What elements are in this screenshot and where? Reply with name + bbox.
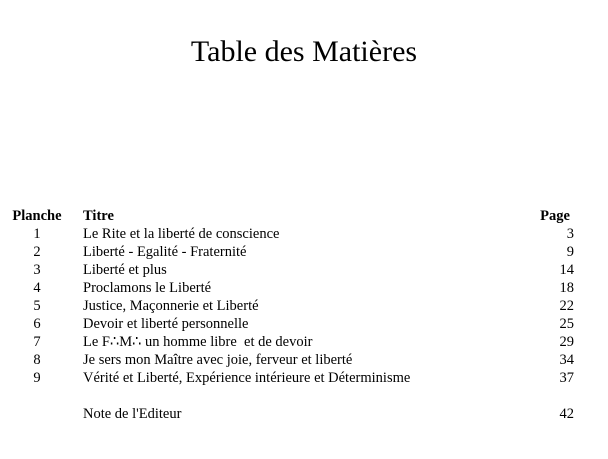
toc-row-title: Justice, Maçonnerie et Liberté xyxy=(83,298,259,314)
toc-row xyxy=(0,333,608,351)
toc-row xyxy=(0,261,608,279)
table-of-contents xyxy=(0,207,608,423)
toc-row-title: Le F∴M∴ un homme libre et de devoir xyxy=(83,334,313,350)
toc-row-title: Le Rite et la liberté de conscience xyxy=(83,226,280,242)
toc-row-page: 34 xyxy=(559,352,574,368)
toc-row-number: 9 xyxy=(33,370,41,386)
toc-row-title: Proclamons le Liberté xyxy=(83,280,212,296)
toc-row-number: 4 xyxy=(33,280,41,296)
toc-spacer xyxy=(0,387,608,405)
toc-row-number: 2 xyxy=(33,244,41,260)
document-title: Table des Matières xyxy=(190,35,418,68)
toc-row-title: Liberté et plus xyxy=(83,262,167,278)
toc-row-page: 37 xyxy=(559,370,574,386)
toc-row xyxy=(0,279,608,297)
toc-note-row xyxy=(0,405,608,423)
toc-row-title: Devoir et liberté personnelle xyxy=(83,316,249,332)
toc-row-page: 25 xyxy=(559,316,574,332)
toc-row xyxy=(0,315,608,333)
toc-row-page: 14 xyxy=(559,262,574,278)
toc-row-title: Vérité et Liberté, Expérience intérieure et Déterminisme xyxy=(83,370,411,386)
toc-row xyxy=(0,351,608,369)
toc-row xyxy=(0,369,608,387)
toc-row-number: 7 xyxy=(33,334,41,350)
header-titre: Titre xyxy=(83,208,114,224)
toc-row xyxy=(0,297,608,315)
toc-row-number: 3 xyxy=(33,262,41,278)
toc-row-title: Je sers mon Maître avec joie, ferveur et liberté xyxy=(83,352,353,368)
toc-row xyxy=(0,243,608,261)
toc-note-title: Note de l'Editeur xyxy=(83,406,182,422)
header-page: Page xyxy=(540,208,570,224)
toc-row-number: 5 xyxy=(33,298,41,314)
toc-row-page: 3 xyxy=(566,226,574,242)
toc-row-number: 8 xyxy=(33,352,41,368)
header-planche: Planche xyxy=(12,208,62,224)
toc-note-page: 42 xyxy=(559,406,574,422)
toc-header-row xyxy=(0,207,608,225)
toc-row-page: 9 xyxy=(566,244,574,260)
toc-row-title: Liberté - Egalité - Fraternité xyxy=(83,244,247,260)
toc-row-number: 1 xyxy=(33,226,41,242)
toc-row xyxy=(0,225,608,243)
toc-row-page: 29 xyxy=(559,334,574,350)
toc-row-page: 22 xyxy=(559,298,574,314)
toc-row-page: 18 xyxy=(559,280,574,296)
toc-row-number: 6 xyxy=(33,316,41,332)
